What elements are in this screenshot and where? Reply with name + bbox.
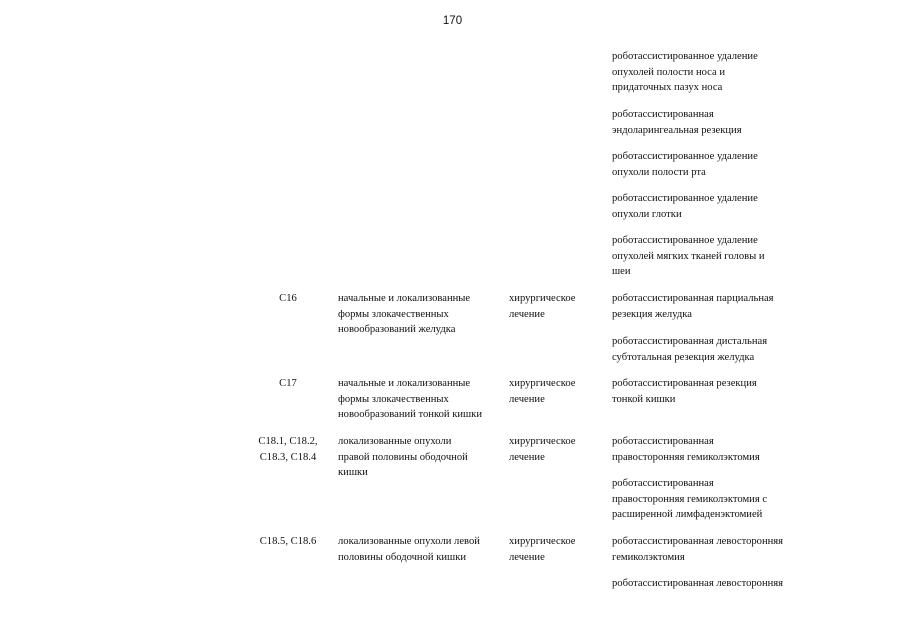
method-item: роботассистированная правосторонняя гемиколэктомия	[612, 436, 760, 463]
diagnosis-code: C16	[279, 293, 297, 304]
method-item: роботассистированное удаление опухолей мягких тканей головы и шеи	[612, 235, 765, 278]
disease-description: локализованные опухоли левой половины ободочной кишки	[338, 536, 480, 563]
treatment-type: хирургическое лечение	[509, 436, 576, 463]
diagnosis-code: C18.5, C18.6	[259, 536, 317, 547]
method-item: роботассистированное удаление опухолей полости носа и придаточных пазух носа	[612, 51, 758, 94]
method-item: роботассистированная правосторонняя гемиколэктомия с расширенной лимфаденэктомией	[612, 478, 768, 521]
method-item: роботассистированная левосторонняя	[612, 578, 784, 589]
disease-description: локализованные опухоли правой половины ободочной кишки	[338, 436, 468, 479]
method-item: роботассистированная дистальная субтотальная резекция желудка	[612, 336, 768, 363]
method-item: роботассистированная эндоларингеальная резекция	[612, 109, 742, 136]
disease-description: начальные и локализованные формы злокачественных новообразований тонкой кишки	[338, 378, 482, 421]
method-item: роботассистированная резекция тонкой кишки	[612, 378, 757, 405]
treatment-type: хирургическое лечение	[509, 293, 576, 320]
method-item: роботассистированное удаление опухоли полости рта	[612, 151, 758, 178]
method-item: роботассистированная парциальная резекция желудка	[612, 293, 774, 320]
disease-description: начальные и локализованные формы злокачественных новообразований желудка	[338, 293, 471, 336]
treatment-type: хирургическое лечение	[509, 378, 576, 405]
page-number: 170	[442, 15, 463, 27]
diagnosis-code: C18.1, C18.2, C18.3, C18.4	[258, 436, 318, 463]
method-item: роботассистированное удаление опухоли глотки	[612, 193, 758, 220]
diagnosis-code: C17	[279, 378, 297, 389]
method-item: роботассистированная левосторонняя гемиколэктомия	[612, 536, 784, 563]
treatment-type: хирургическое лечение	[509, 536, 576, 563]
